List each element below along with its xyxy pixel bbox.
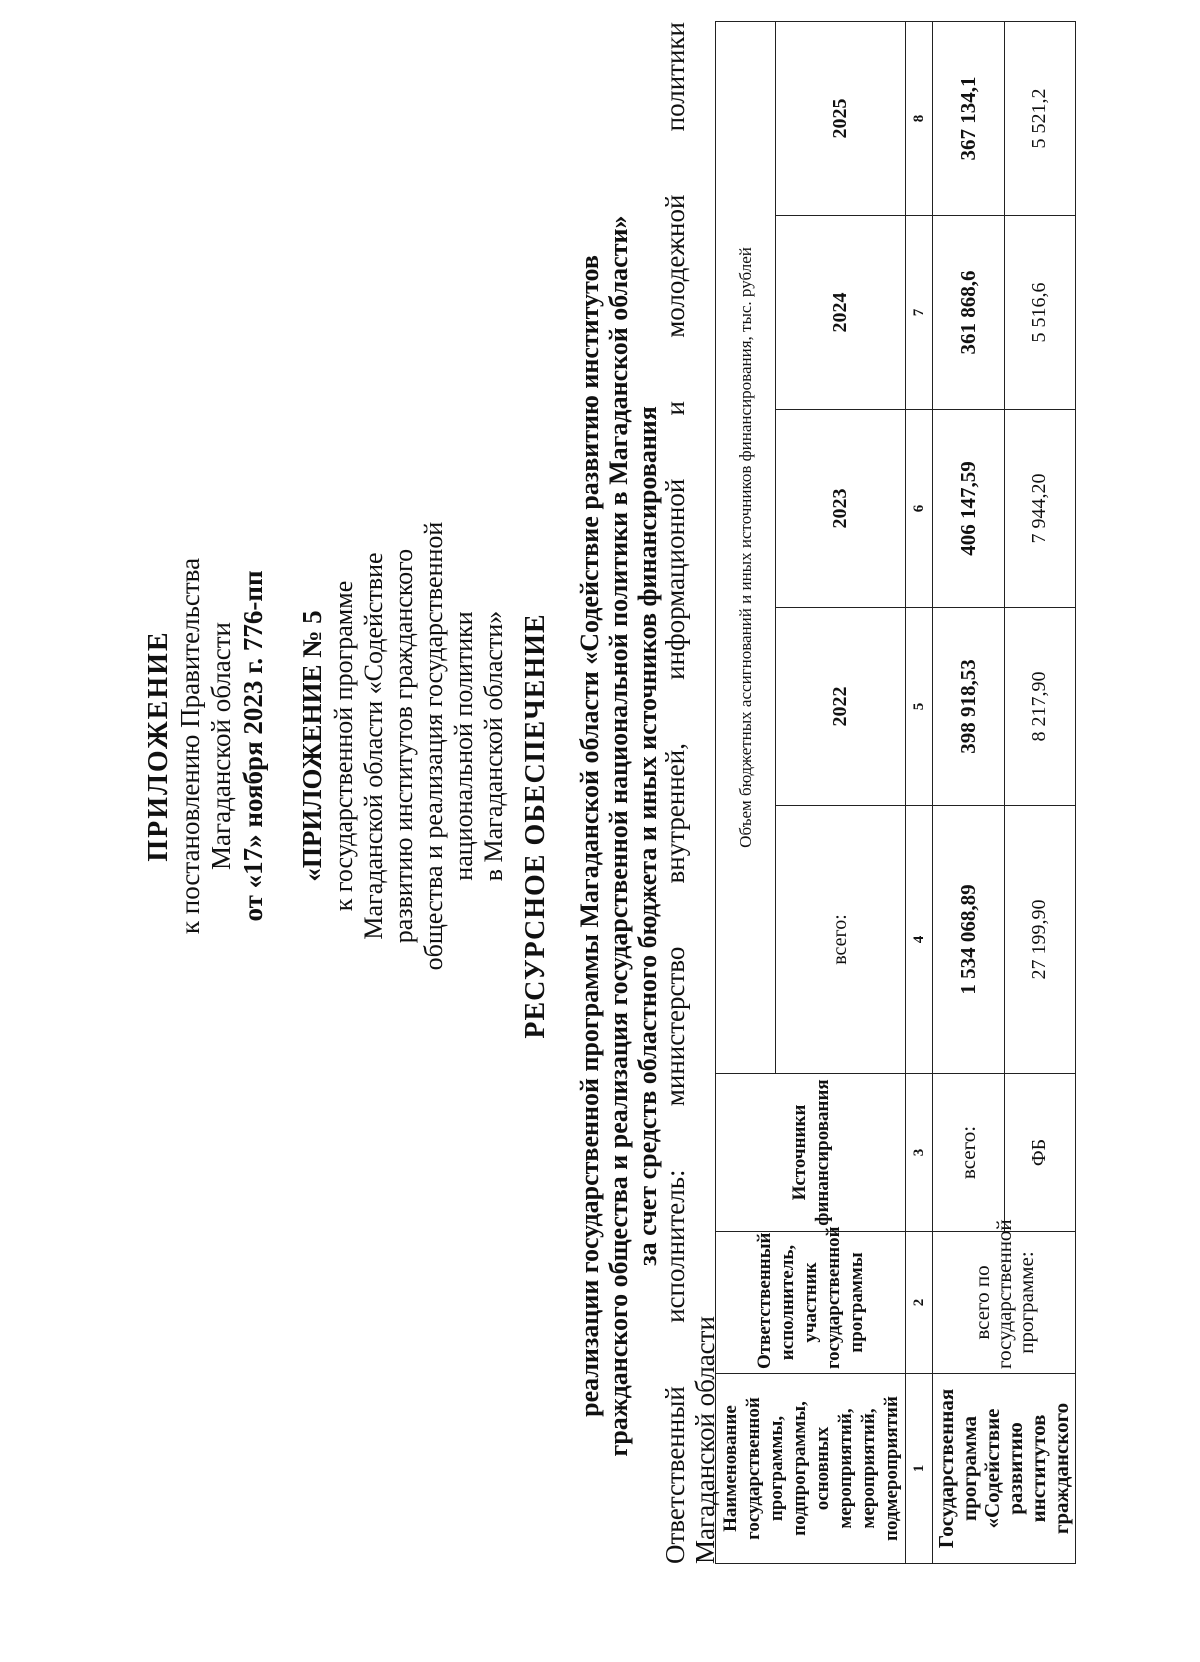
header-total: всего:	[776, 806, 906, 1074]
value-total: 1 534 068,89	[933, 806, 1005, 1074]
value-2025: 367 134,1	[933, 21, 1005, 215]
column-number: 5	[906, 608, 933, 806]
header-executor: Ответственный исполнитель, участник государственной программы	[716, 1232, 906, 1374]
value-2023: 7 944,20	[1004, 410, 1076, 608]
column-number-row	[906, 21, 933, 1563]
funding-source: всего:	[933, 1074, 1005, 1232]
column-number: 1	[906, 1374, 933, 1564]
executor-word: исполнитель:	[660, 1169, 690, 1323]
column-number: 6	[906, 410, 933, 608]
column-number: 4	[906, 806, 933, 1074]
value-total: 27 199,90	[1004, 806, 1076, 1074]
appendix-header	[143, 0, 270, 1572]
executor-line	[660, 22, 690, 1564]
header-volume: Объем бюджетных ассигнований и иных источников финансирования, тыс. рублей	[716, 21, 776, 1073]
header-year: 2023	[776, 410, 906, 608]
table-row	[933, 21, 1005, 1563]
document-subtitle	[575, 10, 662, 1662]
executor-word: информационной	[660, 478, 690, 680]
annex5-line: Магаданской области «Содействие	[359, 552, 388, 940]
header-year: 2025	[776, 21, 906, 215]
value-2022: 398 918,53	[933, 608, 1005, 806]
value-2025: 5 521,2	[1004, 21, 1076, 215]
annex5-header	[295, 0, 509, 1572]
header-name: Наименование государственной программы, подпрограммы, основных мероприятий, мероприятий, подмероприятий	[716, 1374, 906, 1564]
annex5-line: национальной политики	[449, 611, 478, 881]
funding-source: ФБ	[1004, 1074, 1076, 1232]
value-2024: 5 516,6	[1004, 216, 1076, 410]
resource-table	[715, 21, 1076, 1564]
subtitle-line: гражданского общества и реализация государственной национальной политики в Магаданской области»	[604, 215, 633, 1457]
column-number: 2	[906, 1232, 933, 1374]
executor-word: внутренней,	[660, 743, 690, 884]
subtitle-line: реализации государственной программы Магаданской области «Содействие развитию институтов	[575, 255, 604, 1417]
header-sources: Источники финансирования	[716, 1074, 906, 1232]
program-executor: всего по государственной программе:	[933, 1232, 1076, 1374]
executor-word: министерство	[660, 946, 690, 1107]
executor-word: молодежной	[660, 194, 690, 338]
appendix-date: от «17» ноября 2023 г. 776-пп	[238, 570, 268, 922]
annex5-line: развитию институтов гражданского	[389, 548, 418, 944]
executor-word: Ответственный	[660, 1386, 690, 1564]
document-title: РЕСУРСНОЕ ОБЕСПЕЧЕНИЕ	[520, 613, 551, 1039]
header-year: 2024	[776, 216, 906, 410]
executor-word: политики	[660, 22, 690, 132]
table-header-row	[716, 21, 776, 1563]
appendix-line: к постановлению Правительства	[175, 557, 205, 935]
column-number: 7	[906, 216, 933, 410]
subtitle-line: за счет средств областного бюджета и иных источников финансирования	[633, 406, 662, 1266]
column-number: 3	[906, 1074, 933, 1232]
annex5-title: «ПРИЛОЖЕНИЕ № 5	[297, 610, 327, 882]
value-2023: 406 147,59	[933, 410, 1005, 608]
annex5-line: к государственной программе	[329, 580, 358, 912]
executor-line: Магаданской области	[690, 1316, 720, 1564]
annex5-line: в Магаданской области»	[479, 610, 508, 882]
header-year: 2022	[776, 608, 906, 806]
appendix-title: ПРИЛОЖЕНИЕ	[143, 630, 174, 862]
value-2024: 361 868,6	[933, 216, 1005, 410]
executor-word: и	[660, 401, 690, 416]
responsible-executor	[660, 22, 720, 1564]
appendix-line: Магаданской области	[206, 622, 236, 870]
annex5-line: общества и реализация государственной	[419, 521, 448, 971]
program-name: Государственная программа «Содействие развитию институтов гражданского	[933, 1374, 1076, 1564]
column-number: 8	[906, 21, 933, 215]
value-2022: 8 217,90	[1004, 608, 1076, 806]
